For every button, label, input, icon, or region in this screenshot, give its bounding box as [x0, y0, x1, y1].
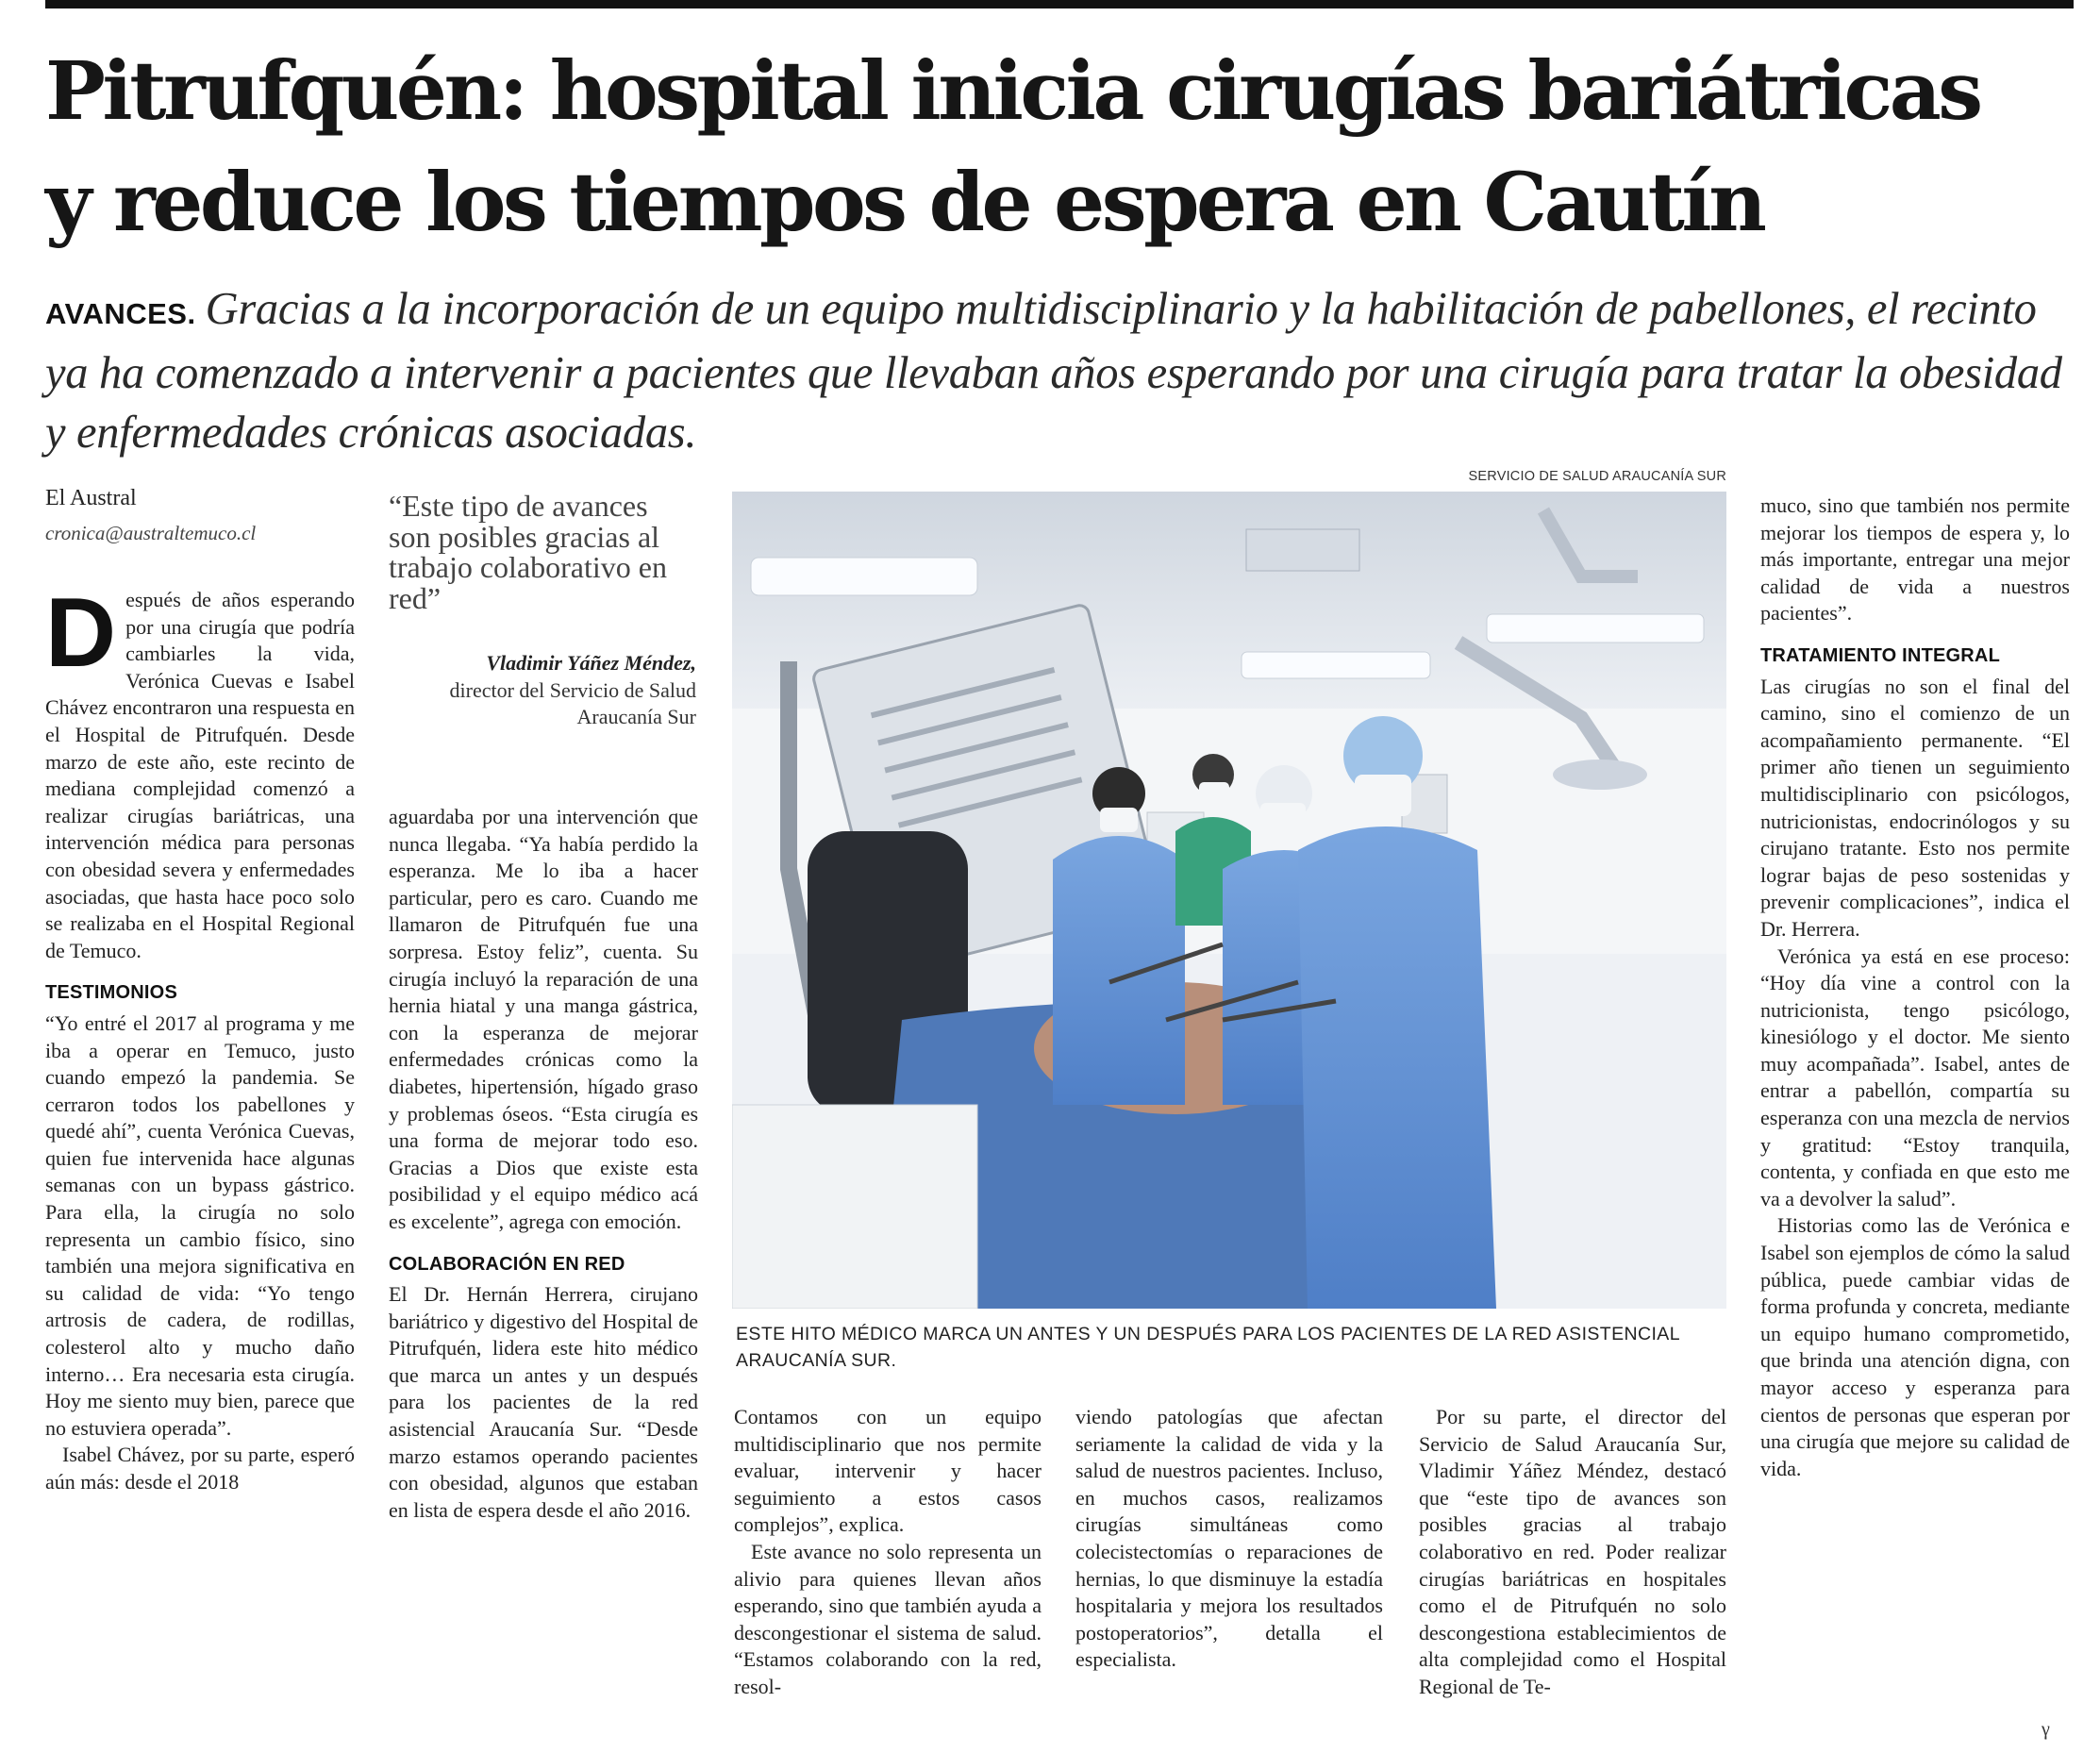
deck-kicker: AVANCES.: [45, 297, 196, 330]
paragraph: Historias como las de Verónica e Isabel son ejemplos de cómo la salud pública, puede cambiar vidas de forma profunda y concreta, mediante un equipo humano comprometido, que brinda una atención digna, con mayor acceso y esperanza para cientos de personas que esperan por una cirugía que mejore su calidad de vida.: [1760, 1213, 2070, 1480]
top-rule: [45, 0, 2074, 8]
column-6: [1760, 493, 2070, 1482]
paragraph: El Dr. Hernán Herrera, cirujano bariátrico y digestivo del Hospital de Pitrufquén, lidera este hito médico que marca un antes y un después para los pacientes de la red asistencial Araucanía Sur. “Desde marzo estamos operando pacientes con obesidad, algunos que estaban en lista de espera desde el año 2016.: [389, 1282, 698, 1522]
pull-quote: “Este tipo de avances son posibles gracias al trabajo colaborativo en red”: [389, 489, 667, 615]
column-2: [389, 804, 698, 1524]
pull-quote-name: Vladimir Yáñez Méndez,: [486, 651, 696, 675]
paragraph: Por su parte, el director del Servicio de Salud Araucanía Sur, Vladimir Yáñez Méndez, destacó que “este tipo de avances son posibles gracias al trabajo colaborativo en red. Poder realizar cirugías bariátricas en hospitales como el de Pitrufquén no solo descongestiona establecimientos de alta complejidad como el Hospital Regional de Te-: [1419, 1405, 1726, 1698]
paragraph: Contamos con un equipo multidisciplinario que nos permite evaluar, intervenir y hacer seguimiento a estos casos complejos”, explica.: [734, 1405, 1042, 1537]
column-5: [1419, 1404, 1726, 1701]
subhead-testimonios: TESTIMONIOS: [45, 982, 177, 1004]
deck: [45, 279, 2074, 462]
column-4: [1075, 1404, 1383, 1674]
headline-line-2: y reduce los tiempos de espera en Cautín: [45, 156, 1764, 250]
paragraph: [45, 578, 355, 964]
column-3: [734, 1404, 1042, 1701]
subhead-colaboracion: COLABORACIÓN EN RED: [389, 1253, 625, 1275]
byline-email[interactable]: cronica@australtemuco.cl: [45, 522, 257, 544]
subhead-tratamiento: TRATAMIENTO INTEGRAL: [1760, 644, 2000, 666]
end-mark: γ: [2042, 1719, 2050, 1740]
paragraph: Verónica ya está en ese proceso: “Hoy día vine a control con la nutricionista, tengo psicólogo, kinesiólogo y el doctor. Me siento muy acompañada”. Isabel, antes de entrar a pabellón, compartía su esperanza con una mezcla de nervios y gratitud: “Estoy tranquila, contenta, y confiada en que esto me va a devolver la salud”.: [1760, 943, 2070, 1210]
deck-text: Gracias a la incorporación de un equipo multidisciplinario y la habilitación de pabellones, el recinto ya ha comenzado a intervenir a pacientes que llevaban años esperando por una cirugía para tratar la obesidad y enfermedades crónicas asociadas.: [45, 284, 2062, 458]
paragraph-text: espués de años esperando por una cirugía que podría cambiarles la vida, Verónica Cuevas e Isabel Chávez encontraron una respuesta en el Hospital de Pitrufquén. Desde marzo de este año, este recinto de mediana complejidad comenzó a realizar cirugías bariátricas, una intervención médica para personas con obesidad severa y enfermedades asociadas, que hasta hace poco solo se realizaba en el Hospital Regional de Temuco.: [45, 588, 355, 962]
headline: [45, 36, 2074, 259]
paragraph: muco, sino que también nos permite mejorar los tiempos de espera y, lo más importante, entregar una mejor calidad de vida a nuestros pacientes”.: [1760, 493, 2070, 626]
paragraph: aguardaba por una intervención que nunca llegaba. “Ya había perdido la esperanza. Me lo iba a hacer particular, pero es caro. Cuando me llamaron de Pitrufquén fue una sorpresa. Estoy feliz”, cuenta. Su cirugía incluyó la reparación de una hernia hiatal y una manga gástrica, con la esperanza de mejorar enfermedades crónicas como la diabetes, hipertensión, hígado graso y problemas óseos. “Esta cirugía es una forma de mejorar todo eso. Gracias a Dios que existe esta posibilidad y el equipo médico acá es excelente”, agrega con emoción.: [389, 805, 698, 1233]
photo-credit: SERVICIO DE SALUD ARAUCANÍA SUR: [1468, 469, 1726, 484]
paragraph: Las cirugías no son el final del camino, sino el comienzo de un acompañamiento permanente. “El primer año tienen un seguimiento multidisciplinario con psicólogos, nutricionistas, endocrinólogos y su cirujano tratante. Esto nos permite lograr bajas de peso sostenidas y prevenir complicaciones”, indica el Dr. Herrera.: [1760, 674, 2070, 941]
byline-author: El Austral: [45, 486, 137, 510]
headline-line-1: Pitrufquén: hospital inicia cirugías bariátricas: [45, 44, 1980, 139]
paragraph: Este avance no solo representa un alivio para quienes llevan años esperando, sino que también ayuda a descongestionar el sistema de salud. “Estamos colaborando con la red, resol-: [734, 1539, 1042, 1698]
paragraph: “Yo entré el 2017 al programa y me iba a operar en Temuco, justo cuando empezó la pandemia. Se cerraron todos los pabellones y quedé ahí”, cuenta Verónica Cuevas, quien fue intervenida hace algunas semanas con un bypass gástrico. Para ella, la cirugía no solo representa un cambio físico, sino también una mejora significativa en su calidad de vida: “Yo tengo artrosis de cadera, de rodillas, colesterol alto y mucho daño interno… Era necesaria esta cirugía. Hoy me siento muy bien, parece que no estuviera operada”.: [45, 1010, 355, 1440]
photo-caption: ESTE HITO MÉDICO MARCA UN ANTES Y UN DESPUÉS PARA LOS PACIENTES DE LA RED ASISTENCIAL ARAUCANÍA SUR.: [736, 1324, 1680, 1371]
paragraph: viendo patologías que afectan seriamente la calidad de vida y la salud de nuestros pacientes. Incluso, en muchos casos, realizamos cirugías simultáneas como colecistectomías o reparaciones de hernias, lo que disminuye la estadía hospitalaria y mejora los resultados postoperatorios”, detalla el especialista.: [1075, 1405, 1383, 1672]
paragraph: Isabel Chávez, por su parte, esperó aún más: desde el 2018: [45, 1443, 355, 1494]
pull-quote-role: director del Servicio de Salud Araucanía Sur: [449, 678, 696, 728]
column-1: [45, 578, 355, 1496]
surgery-photo-illustration: [732, 492, 1726, 1309]
surgery-photo: [732, 492, 1726, 1309]
drop-cap: D: [45, 578, 117, 688]
